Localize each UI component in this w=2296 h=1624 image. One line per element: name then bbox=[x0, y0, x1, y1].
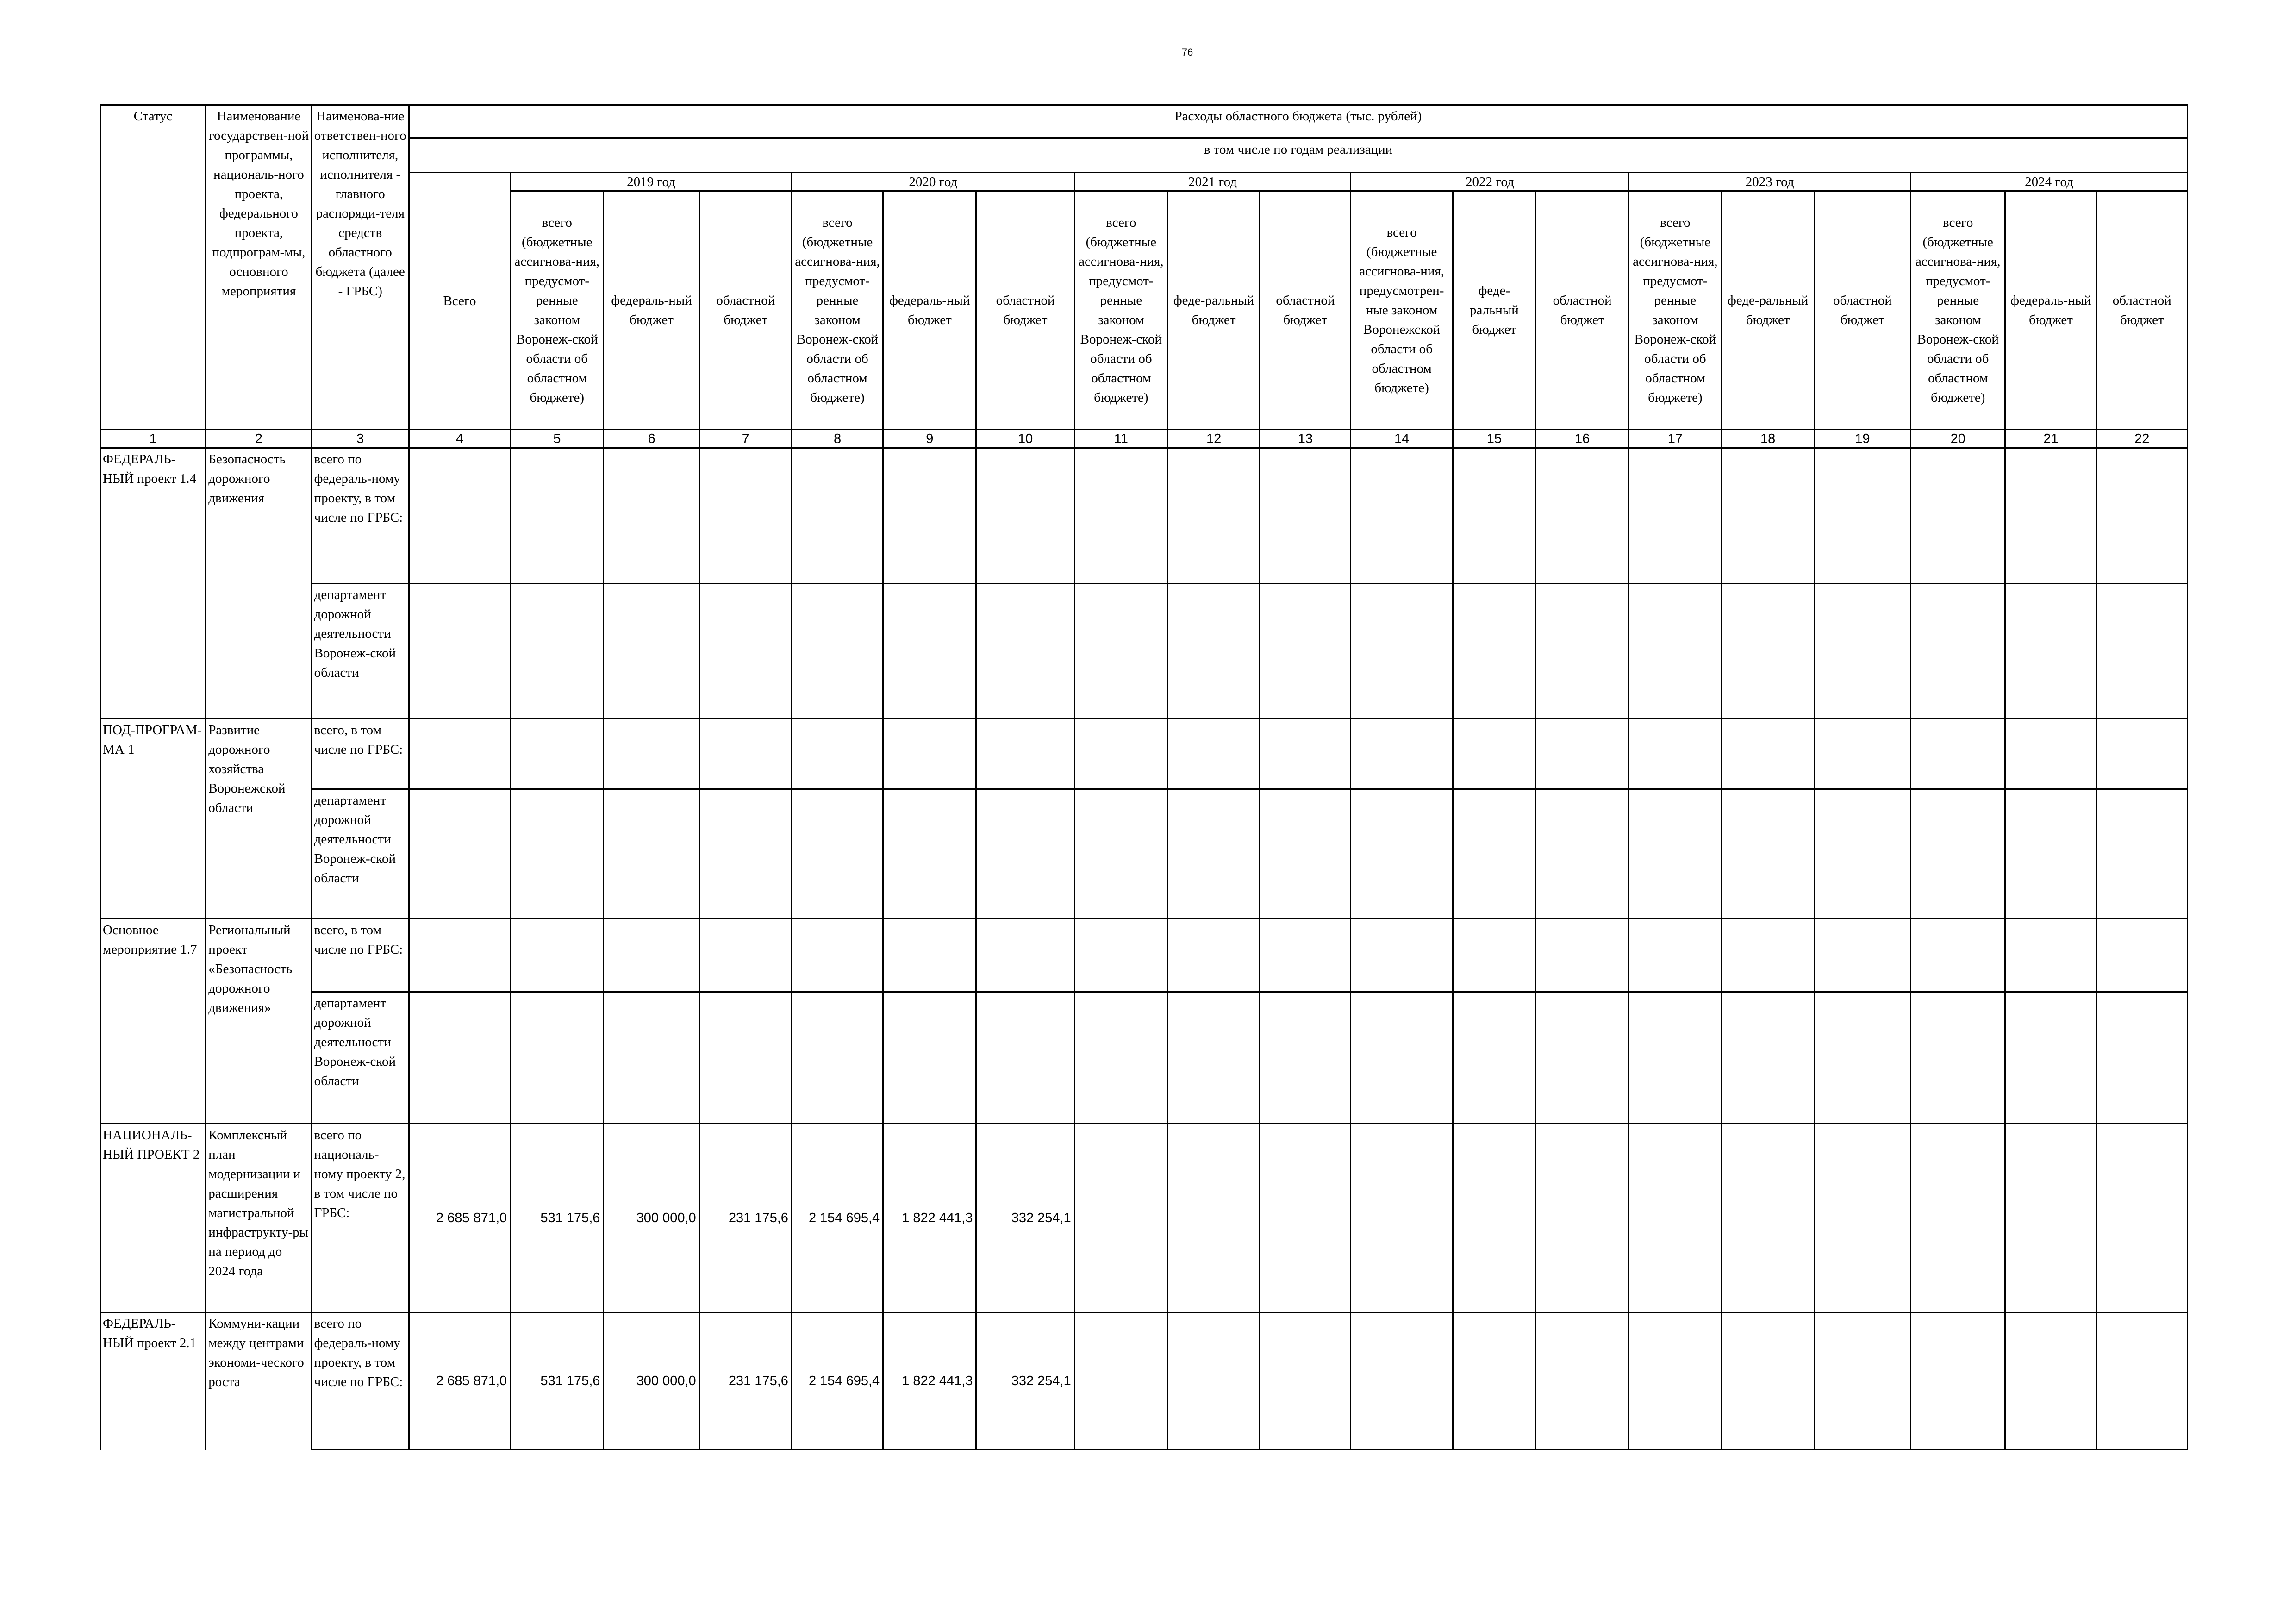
empty-cell bbox=[699, 992, 792, 1124]
empty-cell bbox=[1167, 1312, 1260, 1450]
empty-cell bbox=[511, 719, 604, 789]
empty-cell bbox=[792, 919, 883, 992]
value-2020-total: 2 154 695,4 bbox=[792, 1312, 883, 1450]
column-number-row bbox=[100, 430, 2188, 448]
empty-cell bbox=[1629, 719, 1722, 789]
empty-cell bbox=[1453, 584, 1535, 719]
empty-cell bbox=[883, 584, 976, 719]
column-number: 12 bbox=[1167, 430, 1260, 448]
row-executor-total: всего, в том числе по ГРБС: bbox=[312, 919, 409, 992]
empty-cell bbox=[1814, 992, 1910, 1124]
empty-cell bbox=[409, 919, 510, 992]
empty-cell bbox=[1536, 584, 1629, 719]
empty-cell bbox=[1814, 584, 1910, 719]
empty-cell bbox=[1167, 584, 1260, 719]
empty-cell bbox=[1453, 719, 1535, 789]
empty-cell bbox=[883, 719, 976, 789]
empty-cell bbox=[976, 719, 1074, 789]
empty-cell bbox=[1536, 1124, 1629, 1312]
header-subtotal-2021: всего (бюджетные ассигнова-ния, предусмот-ренные законом Воронеж-ской области об областном бюджете) bbox=[1074, 191, 1167, 430]
empty-cell bbox=[699, 448, 792, 584]
empty-cell bbox=[1351, 919, 1453, 992]
page-number: 76 bbox=[1181, 46, 1193, 58]
empty-cell bbox=[1814, 919, 1910, 992]
empty-cell bbox=[1814, 448, 1910, 584]
empty-cell bbox=[1536, 992, 1629, 1124]
empty-cell bbox=[1629, 919, 1722, 992]
empty-cell bbox=[2005, 992, 2096, 1124]
empty-cell bbox=[604, 919, 699, 992]
header-year-2023: 2023 год bbox=[1629, 173, 1911, 191]
empty-cell bbox=[1260, 1124, 1351, 1312]
empty-cell bbox=[1074, 1312, 1167, 1450]
empty-cell bbox=[1351, 992, 1453, 1124]
row-status: НАЦИОНАЛЬ-НЫЙ ПРОЕКТ 2 bbox=[100, 1124, 206, 1312]
value-2020-total: 2 154 695,4 bbox=[792, 1124, 883, 1312]
empty-cell bbox=[1453, 992, 1535, 1124]
value-2020-regional: 332 254,1 bbox=[976, 1312, 1074, 1450]
value-2020-federal: 1 822 441,3 bbox=[883, 1124, 976, 1312]
empty-cell bbox=[1722, 992, 1814, 1124]
empty-cell bbox=[1167, 992, 1260, 1124]
empty-cell bbox=[409, 789, 510, 919]
empty-cell bbox=[409, 448, 510, 584]
empty-cell bbox=[1722, 719, 1814, 789]
empty-cell bbox=[2005, 789, 2096, 919]
empty-cell bbox=[1260, 448, 1351, 584]
header-subtotal-2023: всего (бюджетные ассигнова-ния, предусмот-ренные законом Воронеж-ской области об областном бюджете) bbox=[1629, 191, 1722, 430]
empty-cell bbox=[2005, 919, 2096, 992]
empty-cell bbox=[1629, 992, 1722, 1124]
empty-cell bbox=[1260, 719, 1351, 789]
empty-cell bbox=[1260, 584, 1351, 719]
header-federal-2023: феде-ральный бюджет bbox=[1722, 191, 1814, 430]
value-2019-regional: 231 175,6 bbox=[699, 1312, 792, 1450]
empty-cell bbox=[1722, 919, 1814, 992]
empty-cell bbox=[2005, 719, 2096, 789]
empty-cell bbox=[2096, 919, 2187, 992]
empty-cell bbox=[2096, 1312, 2187, 1450]
empty-cell bbox=[1911, 1312, 2005, 1450]
empty-cell bbox=[511, 789, 604, 919]
header-subtotal-2020: всего (бюджетные ассигнова-ния, предусмот-ренные законом Воронеж-ской области об областном бюджете) bbox=[792, 191, 883, 430]
empty-cell bbox=[1536, 919, 1629, 992]
column-number: 3 bbox=[312, 430, 409, 448]
empty-cell bbox=[604, 448, 699, 584]
empty-cell bbox=[1351, 789, 1453, 919]
empty-cell bbox=[1536, 1312, 1629, 1450]
empty-cell bbox=[792, 584, 883, 719]
value-2019-federal: 300 000,0 bbox=[604, 1124, 699, 1312]
header-executor: Наименова-ние ответствен-ного исполнителя, исполнителя - главного распоряди-теля средств областного бюджета (далее - ГРБС) bbox=[312, 105, 409, 430]
header-subtotal-2024: всего (бюджетные ассигнова-ния, предусмот-ренные законом Воронеж-ской области об областном бюджете) bbox=[1911, 191, 2005, 430]
empty-cell bbox=[1629, 789, 1722, 919]
empty-cell bbox=[2096, 1124, 2187, 1312]
empty-cell bbox=[883, 992, 976, 1124]
table-row bbox=[100, 719, 2188, 789]
empty-cell bbox=[699, 584, 792, 719]
empty-cell bbox=[2005, 1124, 2096, 1312]
empty-cell bbox=[2005, 584, 2096, 719]
value-2019-total: 531 175,6 bbox=[511, 1312, 604, 1450]
empty-cell bbox=[511, 584, 604, 719]
empty-cell bbox=[1074, 1124, 1167, 1312]
empty-cell bbox=[1629, 1312, 1722, 1450]
empty-cell bbox=[1074, 919, 1167, 992]
column-number: 4 bbox=[409, 430, 510, 448]
value-2019-total: 531 175,6 bbox=[511, 1124, 604, 1312]
empty-cell bbox=[2096, 992, 2187, 1124]
header-regional-2024: областной бюджет bbox=[2096, 191, 2187, 430]
empty-cell bbox=[1911, 1124, 2005, 1312]
header-year-2024: 2024 год bbox=[1911, 173, 2188, 191]
empty-cell bbox=[1260, 919, 1351, 992]
empty-cell bbox=[1167, 789, 1260, 919]
empty-cell bbox=[1167, 919, 1260, 992]
empty-cell bbox=[2096, 584, 2187, 719]
row-status: ПОД-ПРОГРАМ-МА 1 bbox=[100, 719, 206, 919]
column-number: 16 bbox=[1536, 430, 1629, 448]
empty-cell bbox=[409, 584, 510, 719]
column-number: 14 bbox=[1351, 430, 1453, 448]
column-number: 17 bbox=[1629, 430, 1722, 448]
empty-cell bbox=[604, 789, 699, 919]
header-by-years: в том числе по годам реализации bbox=[409, 138, 2187, 173]
table-row bbox=[100, 919, 2188, 992]
empty-cell bbox=[1629, 448, 1722, 584]
column-number: 18 bbox=[1722, 430, 1814, 448]
header-regional-2019: областной бюджет bbox=[699, 191, 792, 430]
empty-cell bbox=[1074, 584, 1167, 719]
empty-cell bbox=[2005, 1312, 2096, 1450]
empty-cell bbox=[1911, 584, 2005, 719]
column-number: 20 bbox=[1911, 430, 2005, 448]
empty-cell bbox=[1260, 1312, 1351, 1450]
empty-cell bbox=[1722, 789, 1814, 919]
value-total: 2 685 871,0 bbox=[409, 1124, 510, 1312]
empty-cell bbox=[1167, 1124, 1260, 1312]
column-number: 22 bbox=[2096, 430, 2187, 448]
empty-cell bbox=[792, 719, 883, 789]
empty-cell bbox=[604, 719, 699, 789]
empty-cell bbox=[883, 919, 976, 992]
empty-cell bbox=[2096, 789, 2187, 919]
empty-cell bbox=[699, 789, 792, 919]
header-federal-2019: федераль-ный бюджет bbox=[604, 191, 699, 430]
empty-cell bbox=[976, 448, 1074, 584]
empty-cell bbox=[976, 919, 1074, 992]
empty-cell bbox=[1453, 1312, 1535, 1450]
row-name: Развитие дорожного хозяйства Воронежской области bbox=[206, 719, 312, 919]
row-executor-total: всего по федераль-ному проекту, в том числе по ГРБС: bbox=[312, 1312, 409, 1450]
empty-cell bbox=[792, 789, 883, 919]
header-year-2020: 2020 год bbox=[792, 173, 1074, 191]
row-executor-dept: департамент дорожной деятельности Воронеж-ской области bbox=[312, 584, 409, 719]
empty-cell bbox=[1351, 1312, 1453, 1450]
header-regional-2022: областной бюджет bbox=[1536, 191, 1629, 430]
empty-cell bbox=[1911, 992, 2005, 1124]
row-status: ФЕДЕРАЛЬ-НЫЙ проект 2.1 bbox=[100, 1312, 206, 1450]
empty-cell bbox=[1722, 1124, 1814, 1312]
empty-cell bbox=[1167, 719, 1260, 789]
header-year-2021: 2021 год bbox=[1074, 173, 1351, 191]
header-regional-2023: областной бюджет bbox=[1814, 191, 1910, 430]
column-number: 11 bbox=[1074, 430, 1167, 448]
row-executor-total: всего по федераль-ному проекту, в том числе по ГРБС: bbox=[312, 448, 409, 584]
column-number: 10 bbox=[976, 430, 1074, 448]
empty-cell bbox=[1722, 448, 1814, 584]
empty-cell bbox=[1351, 584, 1453, 719]
empty-cell bbox=[409, 992, 510, 1124]
empty-cell bbox=[1814, 1124, 1910, 1312]
empty-cell bbox=[1260, 789, 1351, 919]
empty-cell bbox=[1814, 1312, 1910, 1450]
empty-cell bbox=[1911, 789, 2005, 919]
empty-cell bbox=[792, 992, 883, 1124]
empty-cell bbox=[511, 448, 604, 584]
empty-cell bbox=[1536, 789, 1629, 919]
row-status: Основное мероприятие 1.7 bbox=[100, 919, 206, 1124]
header-regional-2021: областной бюджет bbox=[1260, 191, 1351, 430]
header-total: Всего bbox=[409, 173, 510, 430]
empty-cell bbox=[1074, 789, 1167, 919]
empty-cell bbox=[1167, 448, 1260, 584]
column-number: 19 bbox=[1814, 430, 1910, 448]
empty-cell bbox=[1351, 719, 1453, 789]
value-2019-regional: 231 175,6 bbox=[699, 1124, 792, 1312]
empty-cell bbox=[699, 719, 792, 789]
row-name: Региональный проект «Безопасность дорожного движения» bbox=[206, 919, 312, 1124]
header-federal-2022: феде-ральный бюджет bbox=[1453, 191, 1535, 430]
empty-cell bbox=[2096, 719, 2187, 789]
row-name: Коммуни-кации между центрами экономи-ческого роста bbox=[206, 1312, 312, 1450]
header-program-name: Наименование государствен-ной программы, националь-ного проекта, федерального проекта, подпрограм-мы, основного мероприятия bbox=[206, 105, 312, 430]
budget-expenses-table bbox=[100, 104, 2188, 1450]
column-number: 2 bbox=[206, 430, 312, 448]
empty-cell bbox=[1911, 919, 2005, 992]
empty-cell bbox=[792, 448, 883, 584]
value-total: 2 685 871,0 bbox=[409, 1312, 510, 1450]
empty-cell bbox=[883, 448, 976, 584]
empty-cell bbox=[976, 992, 1074, 1124]
header-federal-2021: феде-ральный бюджет bbox=[1167, 191, 1260, 430]
empty-cell bbox=[1536, 448, 1629, 584]
empty-cell bbox=[1453, 919, 1535, 992]
header-year-2022: 2022 год bbox=[1351, 173, 1629, 191]
table-row bbox=[100, 448, 2188, 584]
table-row bbox=[100, 1312, 2188, 1450]
empty-cell bbox=[2005, 448, 2096, 584]
row-status: ФЕДЕРАЛЬ-НЫЙ проект 1.4 bbox=[100, 448, 206, 719]
empty-cell bbox=[1911, 719, 2005, 789]
column-number: 21 bbox=[2005, 430, 2096, 448]
row-name: Безопасность дорожного движения bbox=[206, 448, 312, 719]
column-number: 5 bbox=[511, 430, 604, 448]
header-subtotal-2019: всего (бюджетные ассигнова-ния, предусмот-ренные законом Воронеж-ской области об областном бюджете) bbox=[511, 191, 604, 430]
column-number: 9 bbox=[883, 430, 976, 448]
value-2020-federal: 1 822 441,3 bbox=[883, 1312, 976, 1450]
column-number: 8 bbox=[792, 430, 883, 448]
row-executor-dept: департамент дорожной деятельности Воронеж-ской области bbox=[312, 992, 409, 1124]
header-status: Статус bbox=[100, 105, 206, 430]
empty-cell bbox=[1453, 448, 1535, 584]
column-number: 13 bbox=[1260, 430, 1351, 448]
table-row bbox=[100, 992, 2188, 1124]
empty-cell bbox=[976, 584, 1074, 719]
empty-cell bbox=[511, 919, 604, 992]
empty-cell bbox=[1453, 789, 1535, 919]
empty-cell bbox=[1074, 992, 1167, 1124]
column-number: 7 bbox=[699, 430, 792, 448]
empty-cell bbox=[2096, 448, 2187, 584]
table-row bbox=[100, 789, 2188, 919]
empty-cell bbox=[511, 992, 604, 1124]
empty-cell bbox=[1722, 1312, 1814, 1450]
value-2019-federal: 300 000,0 bbox=[604, 1312, 699, 1450]
empty-cell bbox=[1911, 448, 2005, 584]
empty-cell bbox=[1453, 1124, 1535, 1312]
empty-cell bbox=[883, 789, 976, 919]
empty-cell bbox=[699, 919, 792, 992]
empty-cell bbox=[1814, 719, 1910, 789]
column-number: 1 bbox=[100, 430, 206, 448]
header-subtotal-2022: всего (бюджетные ассигнова-ния, предусмотрен-ные законом Воронежской области об областном бюджете) bbox=[1351, 191, 1453, 430]
row-executor-total: всего, в том числе по ГРБС: bbox=[312, 719, 409, 789]
empty-cell bbox=[1074, 448, 1167, 584]
header-regional-2020: областной бюджет bbox=[976, 191, 1074, 430]
empty-cell bbox=[604, 584, 699, 719]
column-number: 15 bbox=[1453, 430, 1535, 448]
empty-cell bbox=[1722, 584, 1814, 719]
row-executor-dept: департамент дорожной деятельности Воронеж-ской области bbox=[312, 789, 409, 919]
table-row bbox=[100, 1124, 2188, 1312]
empty-cell bbox=[1351, 448, 1453, 584]
header-federal-2024: федераль-ный бюджет bbox=[2005, 191, 2096, 430]
empty-cell bbox=[1351, 1124, 1453, 1312]
empty-cell bbox=[1074, 719, 1167, 789]
header-year-2019: 2019 год bbox=[511, 173, 792, 191]
header-expenses-title: Расходы областного бюджета (тыс. рублей) bbox=[409, 105, 2187, 138]
empty-cell bbox=[976, 789, 1074, 919]
empty-cell bbox=[604, 992, 699, 1124]
empty-cell bbox=[1629, 1124, 1722, 1312]
header-federal-2020: федераль-ный бюджет bbox=[883, 191, 976, 430]
empty-cell bbox=[409, 719, 510, 789]
column-number: 6 bbox=[604, 430, 699, 448]
table-row bbox=[100, 584, 2188, 719]
empty-cell bbox=[1629, 584, 1722, 719]
value-2020-regional: 332 254,1 bbox=[976, 1124, 1074, 1312]
row-executor-total: всего по националь-ному проекту 2, в том числе по ГРБС: bbox=[312, 1124, 409, 1312]
empty-cell bbox=[1814, 789, 1910, 919]
row-name: Комплексный план модернизации и расширения магистральной инфраструкту-ры на период до 2024 года bbox=[206, 1124, 312, 1312]
empty-cell bbox=[1536, 719, 1629, 789]
empty-cell bbox=[1260, 992, 1351, 1124]
